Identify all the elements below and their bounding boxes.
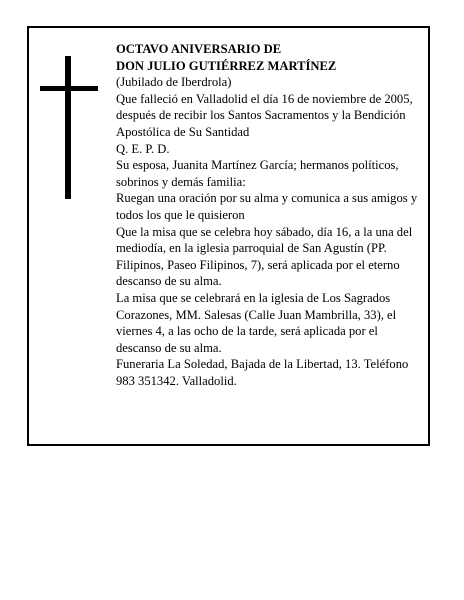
notice-title-line-1: OCTAVO ANIVERSARIO DE [116, 42, 282, 56]
notice-paragraph-death: Que falleció en Valladolid el día 16 de noviembre de 2005, después de recibir los Santos Sacramentos y la Bendición Apostólica de Su Santidad [116, 91, 413, 139]
notice-paragraph-mass-friday: La misa que se celebrará en la iglesia de Los Sagrados Corazones, MM. Salesas (Calle Juan Mambrilla, 33), el viernes 4, a las ocho de la tarde, será aplicada por el descanso de su alma. [116, 290, 397, 355]
cross-vertical-bar [65, 56, 71, 199]
notice-paragraph-mass-today: Que la misa que se celebra hoy sábado, día 16, a la una del mediodía, en la iglesia parroquial de San Agustín (PP. Filipinos, Paseo Filipinos, 7), será aplicada por el eterno descanso de su alma. [116, 224, 413, 289]
notice-title-line-2: DON JULIO GUTIÉRREZ MARTÍNEZ [116, 58, 337, 73]
notice-subtitle: (Jubilado de Iberdrola) [116, 75, 232, 90]
notice-paragraph-prayer: Ruegan una oración por su alma y comunica a sus amigos y todos los que le quisieron [116, 191, 418, 222]
notice-paragraph-funeral-home: Funeraria La Soledad, Bajada de la Libertad, 13. Teléfono 983 351342. Valladolid. [116, 357, 409, 388]
cross-horizontal-bar [40, 86, 98, 91]
notice-paragraph-qepd: Q. E. P. D. [116, 141, 170, 156]
obituary-notice-frame [27, 26, 430, 446]
cross-icon [40, 56, 98, 199]
notice-text [116, 41, 426, 389]
notice-paragraph-family: Su esposa, Juanita Martínez García; hermanos políticos, sobrinos y demás familia: [116, 158, 399, 189]
